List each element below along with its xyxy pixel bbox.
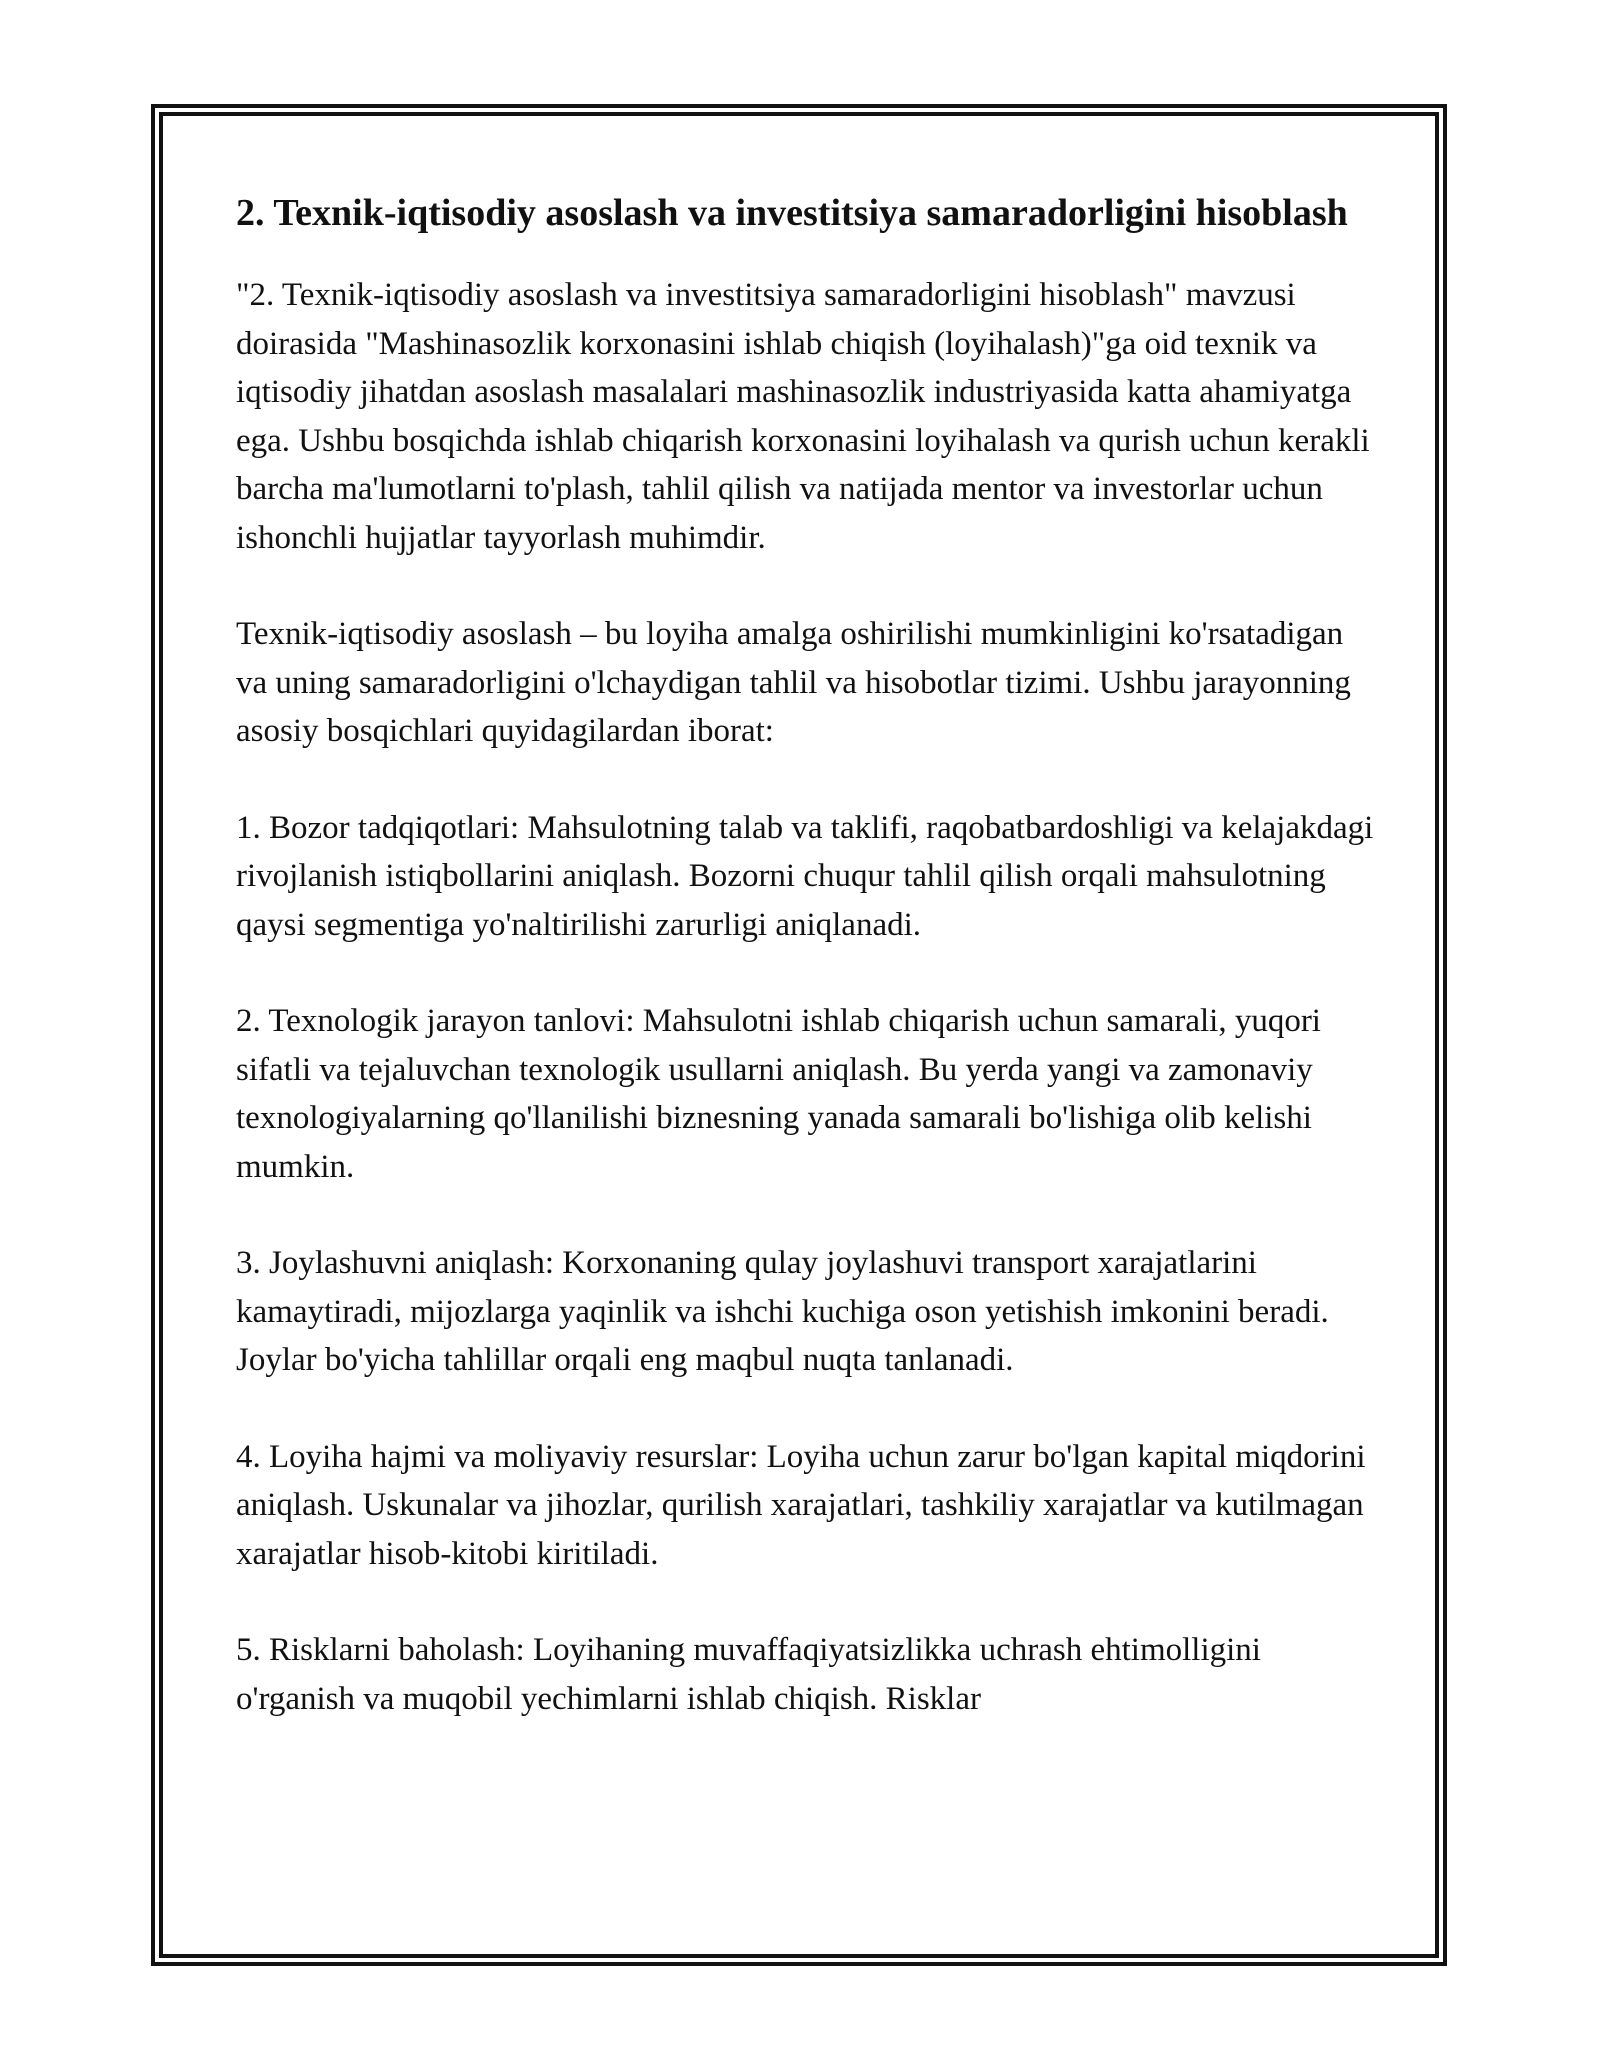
paragraph-step-4: 4. Loyiha hajmi va moliyaviy resurslar: Loyiha uchun zarur bo'lgan kapital miqdorini aniqlash. Uskunalar va jihozlar, qurilish xarajatlari, tashkiliy xarajatlar va kutilmagan xarajatlar hisob-kitobi kiritiladi. <box>236 1438 1366 1572</box>
paragraph-step-2: 2. Texnologik jarayon tanlovi: Mahsulotni ishlab chiqarish uchun samarali, yuqori sifatli va tejaluvchan texnologik usullarni aniqlash. Bu yerda yangi va zamonaviy texnologiyalarning qo'llanilishi biznesning yanada samarali bo'lishiga olib kelishi mumkin. <box>236 1003 1321 1185</box>
document-body <box>236 186 1376 1771</box>
paragraph-step-3: 3. Joylashuvni aniqlash: Korxonaning qulay joylashuvi transport xarajatlarini kamaytiradi, mijozlarga yaqinlik va ishchi kuchiga oson yetishish imkonini beradi. Joylar bo'yicha tahlillar orqali eng maqbul nuqta tanlanadi. <box>236 1245 1329 1378</box>
paragraph-intro: "2. Texnik-iqtisodiy asoslash va investitsiya samaradorligini hisoblash" mavzusi doirasida "Mashinasozlik korxonasini ishlab chiqish (loyihalash)"ga oid texnik va iqtisodiy jihatdan asoslash masalalari mashinasozlik industriyasida katta ahamiyatga ega. Ushbu bosqichda ishlab chiqarish korxonasini loyihalash va qurish uchun kerakli barcha ma'lumotlarni to'plash, tahlil qilish va natijada mentor va investorlar uchun ishonchli hujjatlar tayyorlash muhimdir. <box>236 277 1370 556</box>
paragraph-step-5: 5. Risklarni baholash: Loyihaning muvaffaqiyatsizlikka uchrash ehtimolligini o'rganish va muqobil yechimlarni ishlab chiqish. Risklar <box>236 1632 1261 1717</box>
paragraph-definition: Texnik-iqtisodiy asoslash – bu loyiha amalga oshirilishi mumkinligini ko'rsatadigan va uning samaradorligini o'lchaydigan tahlil va hisobotlar tizimi. Ushbu jarayonning asosiy bosqichlari quyidagilardan iborat: <box>236 616 1351 749</box>
section-heading: 2. Texnik-iqtisodiy asoslash va investitsiya samaradorligini hisoblash <box>236 192 1348 234</box>
paragraph-step-1: 1. Bozor tadqiqotlari: Mahsulotning talab va taklifi, raqobatbardoshligi va kelajakdagi rivojlanish istiqbollarini aniqlash. Bozorni chuqur tahlil qilish orqali mahsulotning qaysi segmentiga yo'naltirilishi zarurligi aniqlanadi. <box>236 809 1374 943</box>
